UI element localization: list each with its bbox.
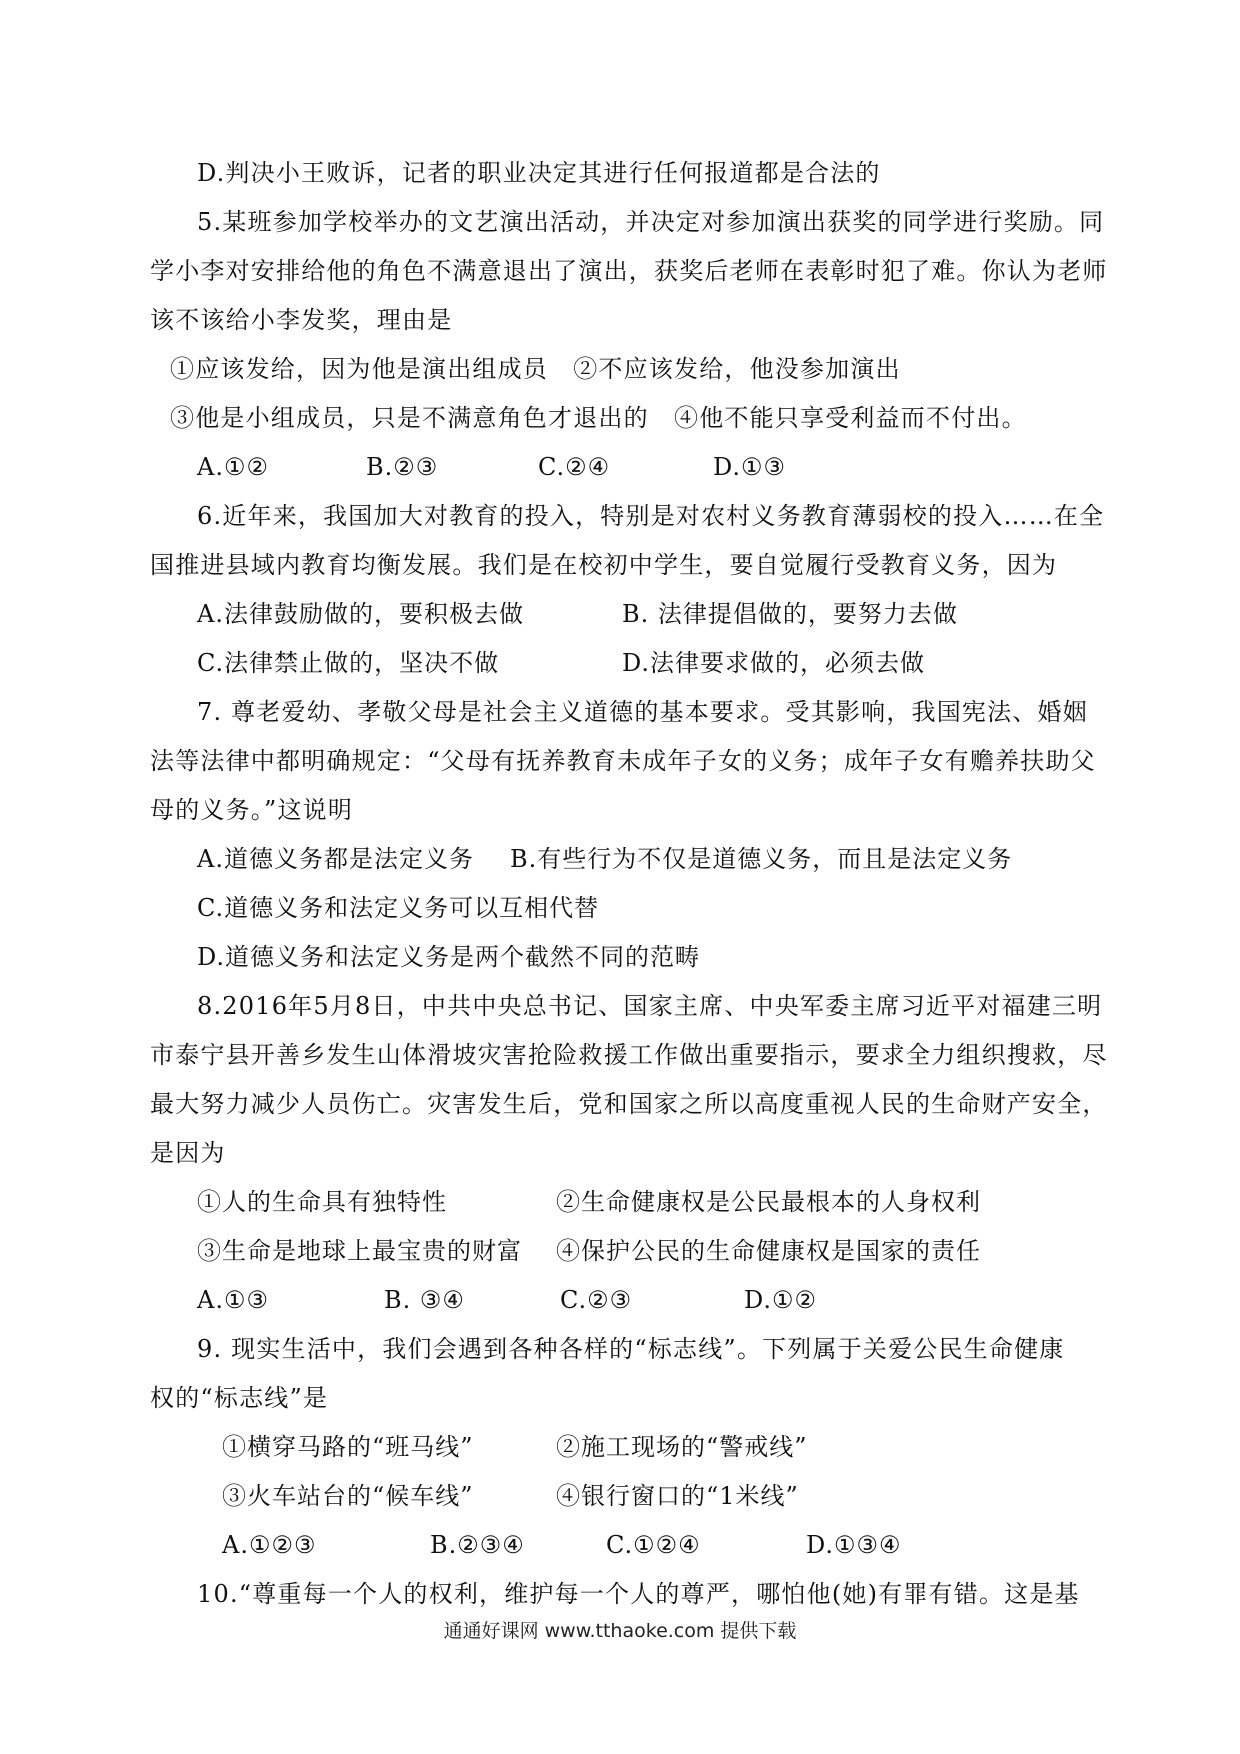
q8-stem-line-2: 市泰宁县开善乡发生山体滑坡灾害抢险救援工作做出重要指示，要求全力组织搜救，尽 <box>150 1041 1108 1069</box>
q8-option-c: C.②③ <box>560 1286 633 1314</box>
q5-option-c: C.②④ <box>538 453 611 481</box>
q5-stem-line-3: 该不该给小李发奖，理由是 <box>150 306 453 334</box>
q7-stem-line-2: 法等法律中都明确规定：“父母有抚养教育未成年子女的义务；成年子女有赡养扶助父 <box>150 747 1096 775</box>
q7-stem-line-3: 母的义务。”这说明 <box>150 796 354 824</box>
q9-option-d: D.①③④ <box>806 1531 902 1559</box>
q9-option-c: C.①②④ <box>606 1531 701 1559</box>
q8-stem-line-3: 最大努力减少人员伤亡。灾害发生后，党和国家之所以高度重视人民的生命财产安全， <box>150 1090 1108 1118</box>
q10-stem-line-1: 10.“尊重每一个人的权利，维护每一个人的尊严，哪怕他(她)有罪有错。这是基 <box>197 1580 1080 1608</box>
q8-option-b: B. ③④ <box>384 1286 465 1314</box>
q8-item-1: ①人的生命具有独特性 <box>197 1188 447 1216</box>
q7-stem-line-1: 7. 尊老爱幼、孝敬父母是社会主义道德的基本要求。受其影响，我国宪法、婚姻 <box>197 698 1088 726</box>
q9-option-a: A.①②③ <box>222 1531 317 1559</box>
q5-option-d: D.①③ <box>713 453 787 481</box>
q9-option-b: B.②③④ <box>430 1531 525 1559</box>
q8-item-4: ④保护公民的生命健康权是国家的责任 <box>556 1237 981 1265</box>
q8-item-2: ②生命健康权是公民最根本的人身权利 <box>556 1188 981 1216</box>
q5-stem-line-2: 学小李对安排给他的角色不满意退出了演出，获奖后老师在表彰时犯了难。你认为老师 <box>150 257 1108 285</box>
q8-item-3: ③生命是地球上最宝贵的财富 <box>197 1237 522 1265</box>
q5-items-line-1: ①应该发给，因为他是演出组成员 ②不应该发给，他没参加演出 <box>170 355 901 383</box>
q7-option-c: C.道德义务和法定义务可以互相代替 <box>197 894 600 922</box>
q6-option-b: B. 法律提倡做的，要努力去做 <box>622 600 958 628</box>
q9-stem-line-2: 权的“标志线”是 <box>150 1384 329 1412</box>
q7-option-d: D.道德义务和法定义务是两个截然不同的范畴 <box>197 943 701 971</box>
q7-option-a: A.道德义务都是法定义务 <box>197 845 474 873</box>
q7-option-b: B.有些行为不仅是道德义务，而且是法定义务 <box>510 845 1013 873</box>
q5-items-line-2: ③他是小组成员，只是不满意角色才退出的 ④他不能只享受利益而不付出。 <box>170 404 1027 432</box>
page-footer: 通通好课网 www.tthaoke.com 提供下载 <box>443 1620 797 1642</box>
q9-item-3: ③火车站台的“候车线” <box>222 1482 474 1510</box>
q6-option-c: C.法律禁止做的，坚决不做 <box>197 649 500 677</box>
q8-stem-line-1: 8.2016年5月8日，中共中央总书记、国家主席、中央军委主席习近平对福建三明 <box>197 992 1103 1020</box>
q9-item-2: ②施工现场的“警戒线” <box>556 1433 808 1461</box>
q5-option-b: B.②③ <box>366 453 439 481</box>
q4-option-d: D.判决小王败诉，记者的职业决定其进行任何报道都是合法的 <box>197 159 881 187</box>
q6-option-a: A.法律鼓励做的，要积极去做 <box>197 600 524 628</box>
q8-option-a: A.①③ <box>197 1286 269 1314</box>
q5-stem-line-1: 5.某班参加学校举办的文艺演出活动，并决定对参加演出获奖的同学进行奖励。同 <box>197 208 1105 236</box>
q6-stem-line-2: 国推进县域内教育均衡发展。我们是在校初中学生，要自觉履行受教育义务，因为 <box>150 551 1058 579</box>
q8-stem-line-4: 是因为 <box>150 1139 226 1167</box>
q9-item-4: ④银行窗口的“1米线” <box>556 1482 799 1510</box>
q6-option-d: D.法律要求做的，必须去做 <box>622 649 926 677</box>
q9-stem-line-1: 9. 现实生活中，我们会遇到各种各样的“标志线”。下列属于关爱公民生命健康 <box>197 1335 1065 1363</box>
q9-item-1: ①横穿马路的“班马线” <box>222 1433 474 1461</box>
q8-option-d: D.①② <box>744 1286 818 1314</box>
q5-option-a: A.①② <box>197 453 269 481</box>
q6-stem-line-1: 6.近年来，我国加大对教育的投入，特别是对农村义务教育薄弱校的投入……在全 <box>197 502 1105 530</box>
